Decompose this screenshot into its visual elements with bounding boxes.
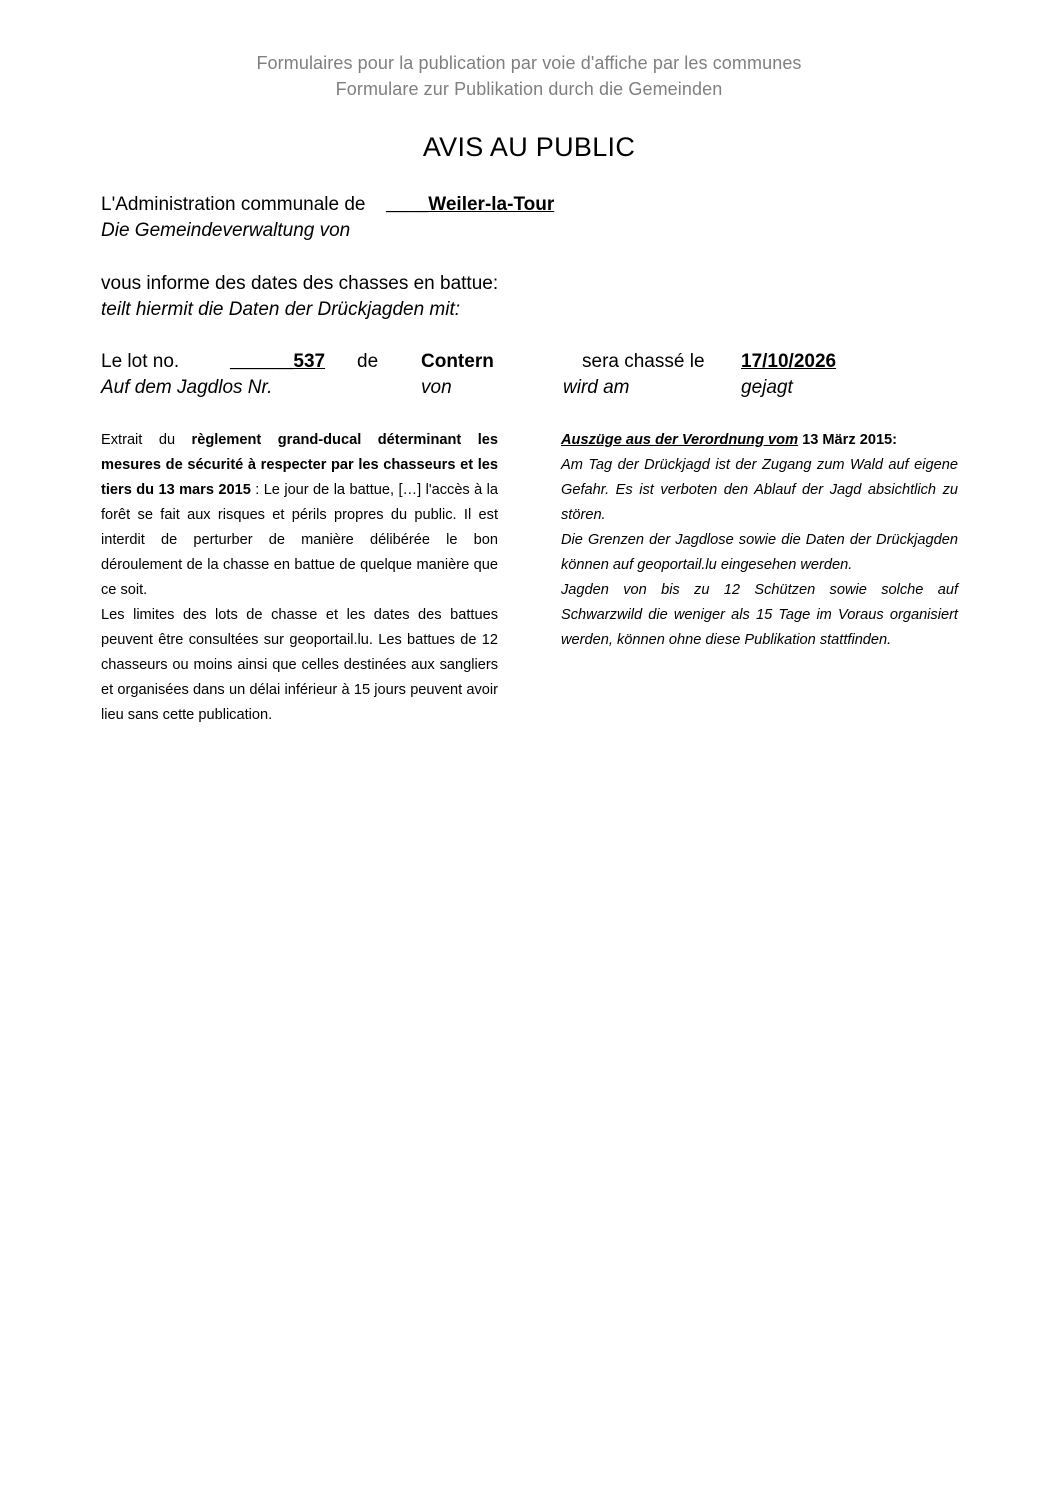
form-header-fr: Formulaires pour la publication par voie d'affiche par les communes [256, 53, 802, 73]
regulation-extract-de [561, 428, 958, 653]
lot-of-de: von [421, 377, 452, 398]
inform-text-de: teilt hiermit die Daten der Drückjagden mit: [101, 299, 461, 320]
commune-name: ____Weiler-la-Tour [386, 194, 555, 215]
extract-de-paragraph-1: Am Tag der Drückjagd ist der Zugang zum Wald auf eigene Gefahr. Es ist verboten den Ablauf der Jagd absichtlich zu stören. [561, 457, 958, 523]
inform-text-fr: vous informe des dates des chasses en battue: [101, 273, 499, 294]
regulation-extract-fr [101, 428, 498, 728]
extract-fr-intro: Extrait du [101, 432, 192, 448]
extract-de-heading-date: 13 März 2015: [798, 432, 898, 448]
extract-de-paragraph-3: Jagden von bis zu 12 Schützen sowie solche auf Schwarzwild die weniger als 15 Tage im Voraus organisiert werden, können ohne diese Publikation stattfinden. [561, 582, 958, 648]
extract-de-paragraph-2: Die Grenzen der Jagdlose sowie die Daten der Drückjagden können auf geoportail.lu eingesehen werden. [561, 532, 958, 573]
extract-fr-paragraph-1 [101, 428, 498, 603]
lot-label-de: Auf dem Jagdlos Nr. [101, 377, 273, 398]
administration-label-fr: L'Administration communale de [101, 194, 366, 215]
lot-hunted-fr: sera chassé le [582, 351, 705, 372]
lot-of-fr: de [357, 351, 379, 372]
lot-label-fr: Le lot no. [101, 351, 180, 372]
extract-fr-regulation-title: règlement grand-ducal déterminant les mesures de sécurité à respecter par les chasseurs et les tiers du 13 mars 2015 [101, 432, 498, 498]
administration-label-de: Die Gemeindeverwaltung von [101, 220, 351, 241]
lot-commune: Contern [421, 351, 494, 372]
extract-de-heading [561, 428, 958, 453]
extract-fr-paragraph-2: Les limites des lots de chasse et les dates des battues peuvent être consultées sur geoportail.lu. Les battues de 12 chasseurs ou moins ainsi que celles destinées aux sangliers et organisées dans un délai inférieur à 15 jours peuvent avoir lieu sans cette publication. [101, 607, 498, 723]
lot-hunted-suffix-de: gejagt [741, 377, 793, 398]
lot-number: ______537 [230, 351, 326, 372]
hunt-date: 17/10/2026 [741, 351, 837, 372]
notice-title: AVIS AU PUBLIC [422, 132, 636, 162]
extract-de-heading-title: Auszüge aus der Verordnung vom [561, 432, 799, 448]
lot-hunted-de: wird am [563, 377, 630, 398]
form-header-de: Formulare zur Publikation durch die Gemeinden [335, 79, 723, 99]
extract-fr-text-1: : Le jour de la battue, […] l'accès à la forêt se fait aux risques et périls propres du public. Il est interdit de perturber de manière délibérée le bon déroulement de la chasse en battue de quelque manière que ce soit. [101, 482, 498, 598]
